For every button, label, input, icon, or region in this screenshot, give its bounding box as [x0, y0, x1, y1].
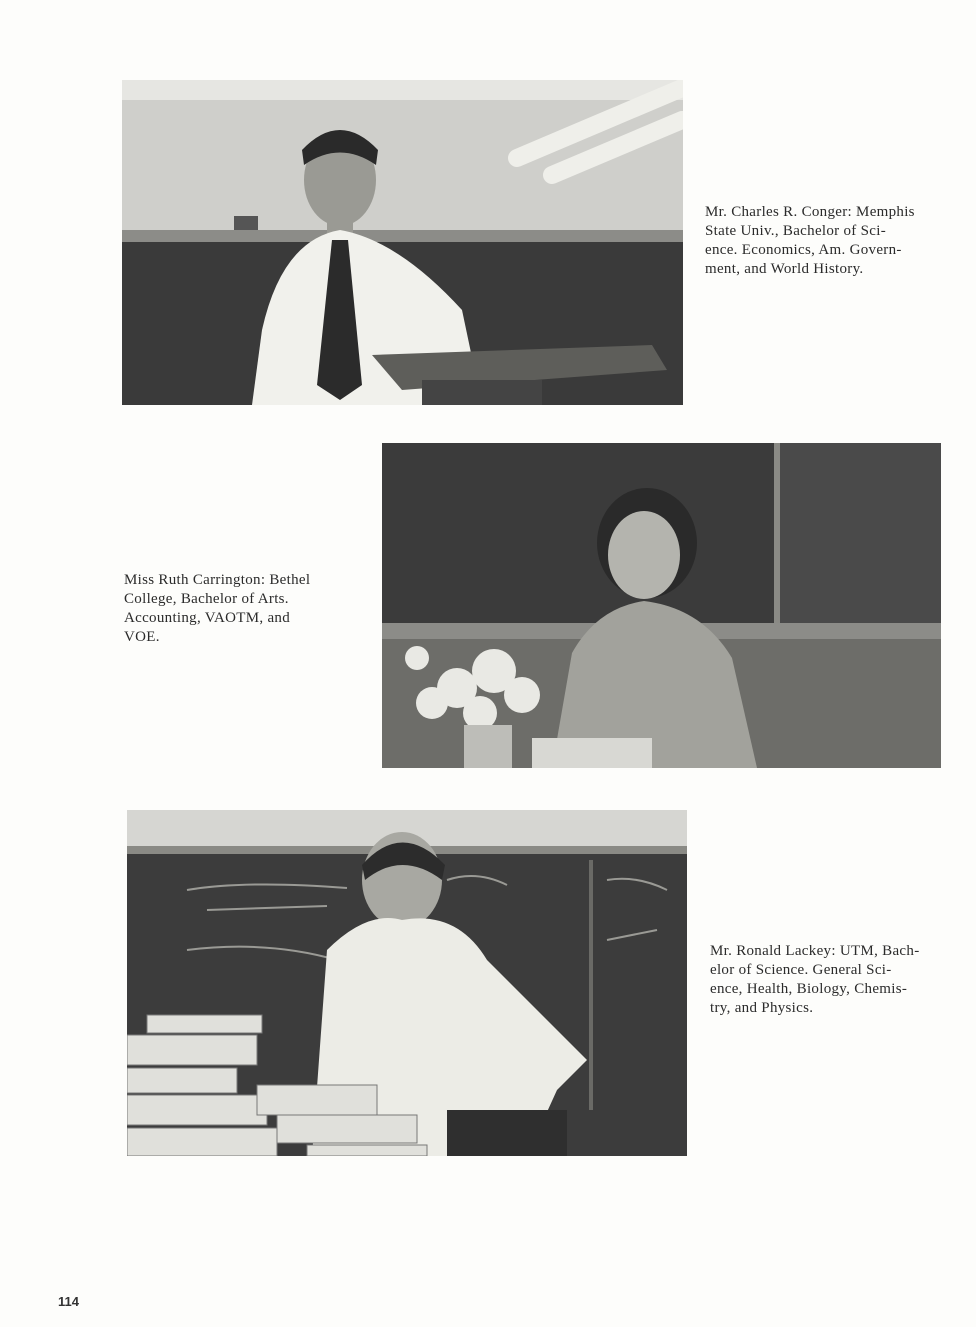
photo-conger	[122, 80, 683, 405]
photo-carrington-image	[382, 443, 941, 768]
photo-lackey-image	[127, 810, 687, 1156]
photo-lackey	[127, 810, 687, 1156]
caption-conger: Mr. Charles R. Conger: Memphis State Univ., Bachelor of Sci- ence. Economics, Am. Govern- ment, and World History.	[705, 204, 915, 277]
page-number: 114	[58, 1294, 79, 1309]
caption-lackey: Mr. Ronald Lackey: UTM, Bach- elor of Science. General Sci- ence, Health, Biology, Chemis- try, and Physics.	[710, 943, 920, 1016]
caption-carrington: Miss Ruth Carrington: Bethel College, Bachelor of Arts. Accounting, VAOTM, and VOE.	[124, 572, 311, 645]
photo-conger-image	[122, 80, 683, 405]
photo-carrington	[382, 443, 941, 768]
